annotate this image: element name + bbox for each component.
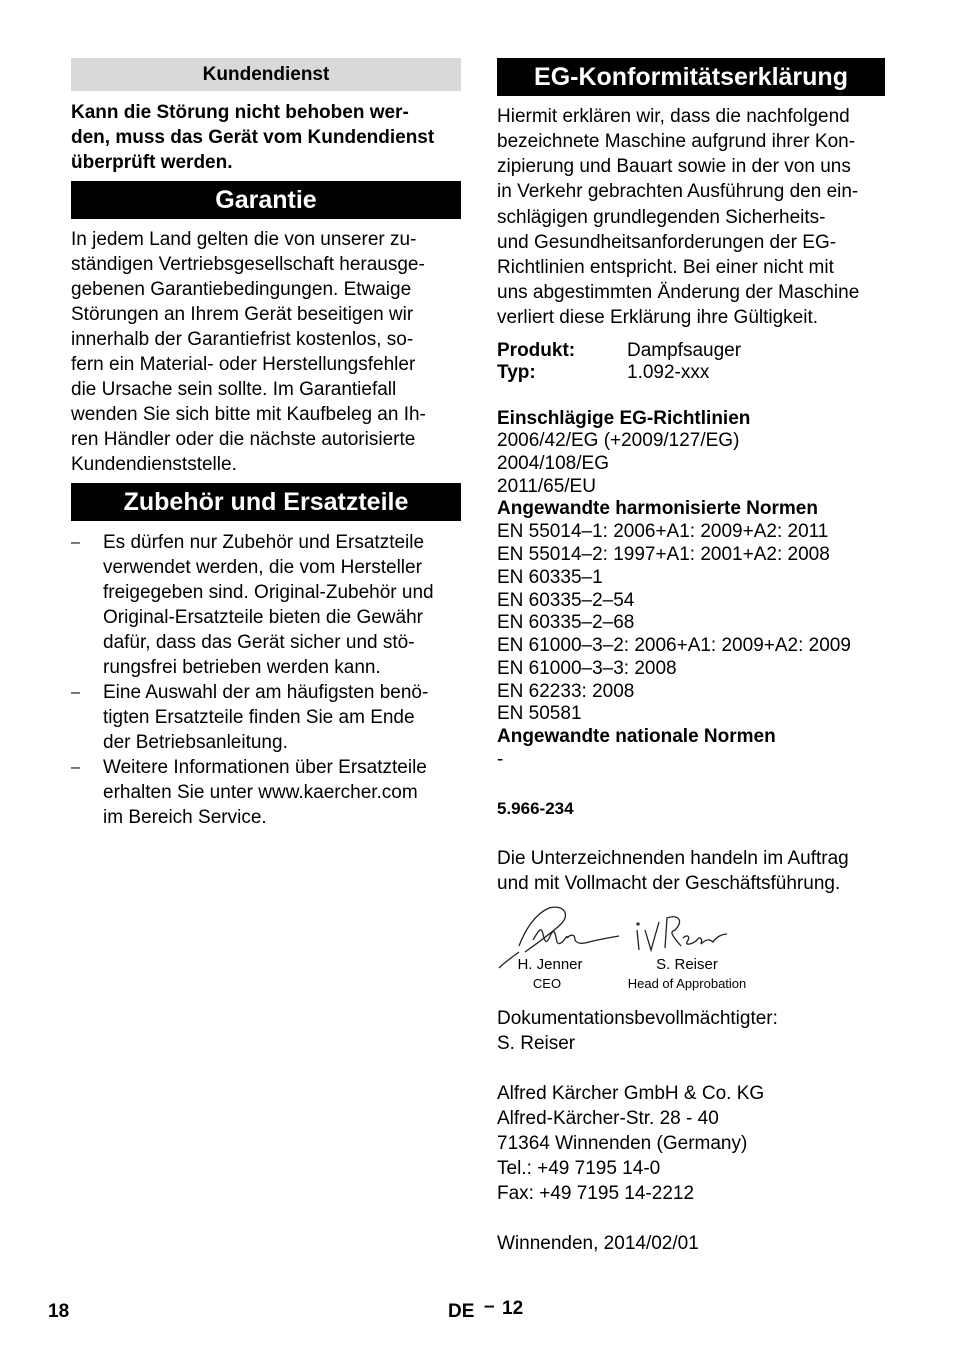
list-bullet: –	[71, 534, 80, 551]
list-bullet: –	[71, 759, 80, 776]
kundendienst-line: überprüft werden.	[71, 152, 233, 173]
place-date: Winnenden, 2014/02/01	[497, 1233, 699, 1254]
kundendienst-heading: Kundendienst	[71, 58, 461, 91]
page-number: 18	[48, 1301, 70, 1322]
intro-line: und Gesundheitsanforderungen der EG-	[497, 232, 837, 253]
richtlinie-item: 2011/65/EU	[497, 476, 596, 497]
signer2-name: S. Reiser	[656, 956, 718, 973]
garantie-line: In jedem Land gelten die von unserer zu-	[71, 229, 417, 250]
intro-line: schlägigen grundlegenden Sicherheits-	[497, 207, 826, 228]
list-item-line: dafür, dass das Gerät sicher und stö-	[103, 632, 415, 653]
list-item-line: rungsfrei betrieben werden kann.	[103, 657, 381, 678]
intro-line: in Verkehr gebrachten Ausführung den ein-	[497, 181, 859, 202]
produkt-value: Dampfsauger	[627, 340, 742, 361]
signature-reiser	[637, 917, 727, 950]
richtlinien-heading: Einschlägige EG-Richtlinien	[497, 408, 751, 429]
garantie-line: wenden Sie sich bitte mit Kaufbeleg an Ih-	[71, 404, 426, 425]
garantie-heading: Garantie	[71, 181, 461, 219]
list-item-line: verwendet werden, die vom Hersteller	[103, 557, 422, 578]
doku-name: S. Reiser	[497, 1033, 576, 1054]
eg-konformitaet-heading: EG-Konformitätserklärung	[497, 58, 885, 96]
national-value: -	[497, 749, 504, 770]
list-item-line: Es dürfen nur Zubehör und Ersatzteile	[103, 532, 425, 553]
list-item-line: Eine Auswahl der am häufigsten benö-	[103, 682, 429, 703]
list-item-line: tigten Ersatzteile finden Sie am Ende	[103, 707, 415, 728]
norm-item: EN 62233: 2008	[497, 681, 635, 702]
intro-line: verliert diese Erklärung ihre Gültigkeit.	[497, 307, 819, 328]
garantie-line: fern ein Material- oder Herstellungsfehler	[71, 354, 416, 375]
address-line: Alfred Kärcher GmbH & Co. KG	[497, 1083, 765, 1104]
produkt-label: Produkt:	[497, 340, 576, 361]
garantie-line: die Ursache sein sollte. Im Garantiefall	[71, 379, 397, 400]
richtlinie-item: 2004/108/EG	[497, 453, 609, 474]
garantie-line: ren Händler oder die nächste autorisierte	[71, 429, 416, 450]
norm-item: EN 61000–3–2: 2006+A1: 2009+A2: 2009	[497, 635, 851, 656]
intro-line: bezeichnete Maschine aufgrund ihrer Kon-	[497, 131, 856, 152]
signer1-name: H. Jenner	[517, 956, 583, 973]
list-item-line: Weitere Informationen über Ersatzteile	[103, 757, 427, 778]
kundendienst-line: Kann die Störung nicht behoben wer-	[71, 102, 409, 123]
typ-label: Typ:	[497, 362, 536, 383]
typ-value: 1.092-xxx	[627, 362, 710, 383]
norm-item: EN 60335–2–68	[497, 612, 635, 633]
norm-item: EN 60335–2–54	[497, 590, 635, 611]
norm-item: EN 61000–3–3: 2008	[497, 658, 677, 679]
garantie-line: Störungen an Ihrem Gerät beseitigen wir	[71, 304, 414, 325]
intro-line: Hiermit erklären wir, dass die nachfolgend	[497, 106, 850, 127]
norm-item: EN 55014–1: 2006+A1: 2009+A2: 2011	[497, 521, 829, 542]
list-bullet: –	[71, 684, 80, 701]
norm-item: EN 50581	[497, 703, 582, 724]
norm-item: EN 60335–1	[497, 567, 603, 588]
footer-lang: DE	[448, 1301, 475, 1322]
garantie-line: Kundendienststelle.	[71, 454, 237, 475]
richtlinie-item: 2006/42/EG (+2009/127/EG)	[497, 430, 740, 451]
list-item-line: im Bereich Service.	[103, 807, 267, 828]
footer-section-page: 12	[502, 1298, 524, 1319]
garantie-line: gebenen Garantiebedingungen. Etwaige	[71, 279, 412, 300]
signers-intro-line: und mit Vollmacht der Geschäftsführung.	[497, 873, 841, 894]
address-line: Tel.: +49 7195 14-0	[497, 1158, 661, 1179]
address-line: 71364 Winnenden (Germany)	[497, 1133, 748, 1154]
list-item-line: erhalten Sie unter www.kaercher.com	[103, 782, 418, 803]
intro-line: zipierung und Bauart sowie in der von uns	[497, 156, 851, 177]
signer2-role: Head of Approbation	[627, 976, 747, 991]
intro-line: Richtlinien entspricht. Bei einer nicht mit	[497, 257, 834, 278]
list-item-line: freigegeben sind. Original-Zubehör und	[103, 582, 434, 603]
doku-label: Dokumentationsbevollmächtigter:	[497, 1008, 778, 1029]
intro-line: uns abgestimmten Änderung der Maschine	[497, 282, 860, 303]
kundendienst-line: den, muss das Gerät vom Kundendienst	[71, 127, 435, 148]
garantie-line: ständigen Vertriebsgesellschaft herausge-	[71, 254, 425, 275]
address-line: Fax: +49 7195 14-2212	[497, 1183, 695, 1204]
signer1-role: CEO	[532, 976, 562, 991]
list-item-line: der Betriebsanleitung.	[103, 732, 288, 753]
list-item-line: Original-Ersatzteile bieten die Gewähr	[103, 607, 423, 628]
national-heading: Angewandte nationale Normen	[497, 726, 776, 747]
address-line: Alfred-Kärcher-Str. 28 - 40	[497, 1108, 719, 1129]
norm-item: EN 55014–2: 1997+A1: 2001+A2: 2008	[497, 544, 830, 565]
document-number: 5.966-234	[497, 799, 574, 818]
zubehoer-heading: Zubehör und Ersatzteile	[71, 483, 461, 521]
footer-dash: –	[484, 1296, 495, 1317]
harmonisiert-heading: Angewandte harmonisierte Normen	[497, 498, 818, 519]
garantie-line: innerhalb der Garantiefrist kostenlos, so-	[71, 329, 414, 350]
signers-intro-line: Die Unterzeichnenden handeln im Auftrag	[497, 848, 849, 869]
